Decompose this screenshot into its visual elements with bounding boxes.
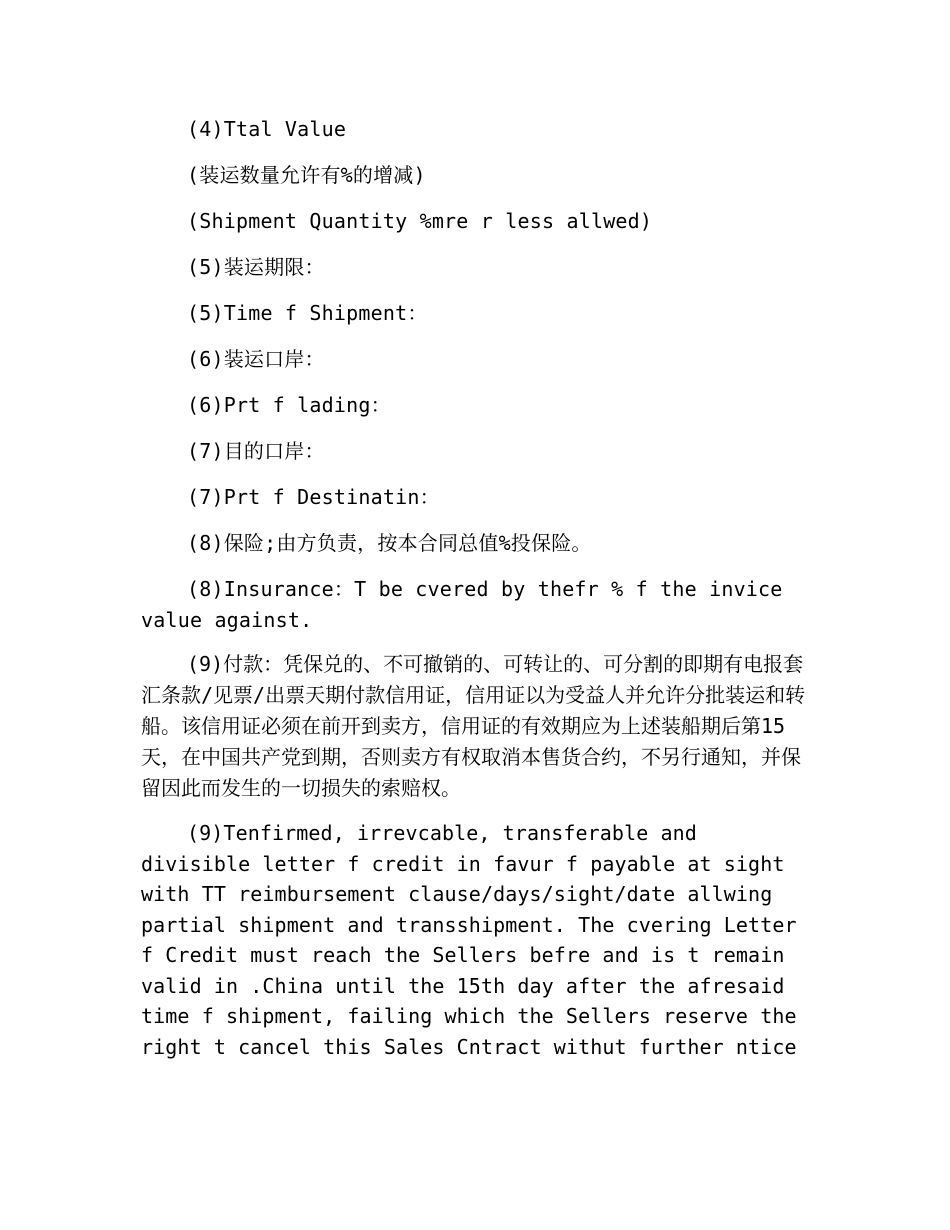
destination-cn-line: (7)目的口岸： xyxy=(187,439,325,463)
total-value-line: (4)Ttal Value xyxy=(187,117,347,141)
quantity-allowance-en-line: (Shipment Quantity %mre r less allwed) xyxy=(187,209,653,233)
port-of-lading-en-line: (6)Prt f lading： xyxy=(187,393,391,417)
insurance-en-paragraph: (8)Insurance：T be cvered by thefr % f the invice value against. xyxy=(141,577,783,632)
payment-en-paragraph: (9)Tenfirmed, irrevcable, transferable and divisible letter f credit in favur f payable at sight with TT reimbursement clause/days/sight/date allwing partial shipment and transshipment. The cvering Letter f Credit must reach the Sellers befre and is t remain valid in .China until the 15th day after the afresaid time f shipment, failing which the Sellers reserve the right t cancel this Sales Cntract withut further ntice xyxy=(141,821,797,1059)
shipment-time-en-line: (5)Time f Shipment： xyxy=(187,301,428,325)
insurance-cn-line: (8)保险;由方负责，按本合同总值%投保险。 xyxy=(187,531,592,555)
document-body xyxy=(141,114,811,1076)
shipment-time-cn-line: (5)装运期限： xyxy=(187,255,325,279)
quantity-allowance-cn-line: (装运数量允许有%的增减) xyxy=(187,163,426,187)
port-of-lading-cn-line: (6)装运口岸： xyxy=(187,347,325,371)
destination-en-line: (7)Prt f Destinatin： xyxy=(187,485,440,509)
payment-cn-paragraph: (9)付款：凭保兑的、不可撤销的、可转让的、可分割的即期有电报套汇条款/见票/出票天期付款信用证，信用证以为受益人并允许分批装运和转船。该信用证必须在前开到卖方，信用证的有效期应为上述装船期后第15天，在中国共产党到期，否则卖方有权取消本售货合约，不另行通知，并保留因此而发生的一切损失的索赔权。 xyxy=(141,652,806,800)
